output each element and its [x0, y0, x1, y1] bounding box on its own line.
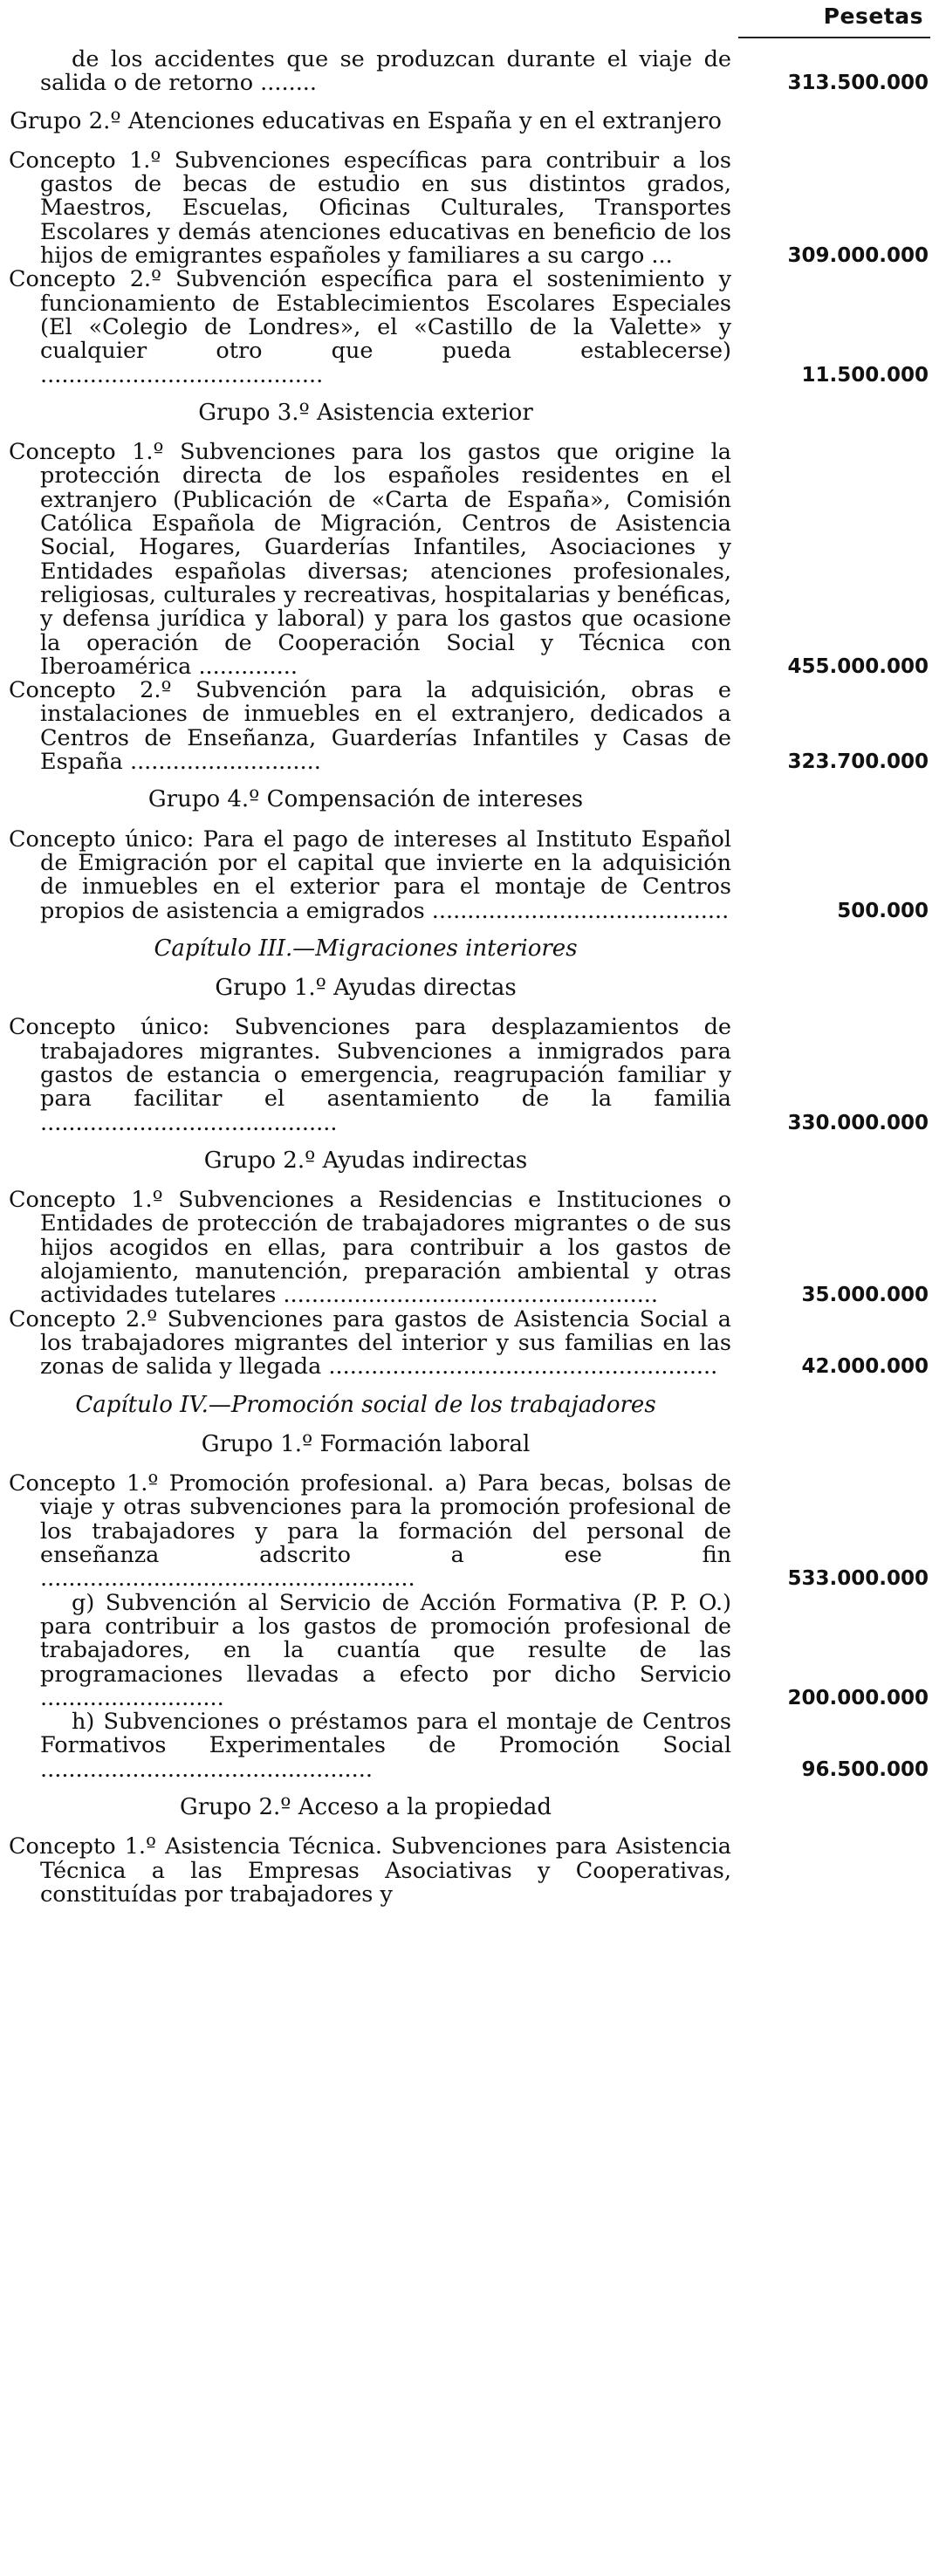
entry-text: Concepto 2.º Subvención para la adquisición, obras e instalaciones de inmuebles en el extranjero, dedicados a Centros de Enseñanza, Guarderías Infantiles y Casas de España ...........................: [9, 677, 731, 776]
budget-entry: [0, 1472, 946, 1591]
entry-amount: 455.000.000: [787, 654, 929, 678]
budget-entry: [0, 828, 946, 923]
budget-entry: [0, 679, 946, 774]
entry-amount: 533.000.000: [787, 1567, 929, 1591]
budget-entry: [0, 1189, 946, 1307]
entry-amount: 35.000.000: [801, 1284, 929, 1307]
entry-text: Concepto único: Subvenciones para desplazamientos de trabajadores migrantes. Subvenciones a inmigrados para gastos de estancia o emergencia, reagrupación familiar y para facilitar el asentamiento de la familia ..........................................: [9, 1014, 731, 1136]
entry-text: h) Subvenciones o préstamos para el montaje de Centros Formativos Experimentales de Promoción Social ...............................................: [40, 1709, 731, 1783]
budget-entry: [0, 1835, 946, 1907]
group-heading: Grupo 2.º Ayudas indirectas: [203, 1147, 528, 1174]
budget-entry: [0, 1589, 946, 1711]
entry-text: de los accidentes que se produzcan durante el viaje de salida o de retorno ........: [40, 46, 731, 97]
entry-text: Concepto 1.º Subvenciones a Residencias e Instituciones o Entidades de protección de trabajadores migrantes o de sus hijos acogidos en ellas, para contribuir a los gastos de alojamiento, manutención, preparación ambiental y otras actividades tutelares .....................................................: [9, 1187, 731, 1309]
group-heading: Grupo 4.º Compensación de intereses: [147, 786, 584, 813]
column-header-pesetas: Pesetas: [823, 3, 923, 29]
entry-text: g) Subvención al Servicio de Acción Formativa (P. P. O.) para contribuir a los gastos de promoción profesional de trabajadores, en la cuantía que resulte de las programaciones llevadas a efecto por dicho Servicio ..........................: [40, 1589, 731, 1711]
entry-text: Concepto 1.º Promoción profesional. a) Para becas, bolsas de viaje y otras subvenciones para la promoción profesional de los trabajadores y para la formación del personal de enseñanza adscrito a ese fin .....................................................: [9, 1470, 731, 1593]
budget-entry: [0, 268, 946, 387]
entry-amount: 313.500.000: [787, 72, 929, 95]
group-heading: Grupo 2.º Atenciones educativas en España y en el extranjero: [10, 107, 722, 134]
entry-text: Concepto 2.º Subvenciones para gastos de Asistencia Social a los trabajadores migrantes del interior y sus familias en las zonas de salida y llegada .......................................................: [9, 1305, 731, 1380]
chapter-heading: Capítulo III.—Migraciones interiores: [154, 935, 578, 962]
budget-entry: [0, 1710, 946, 1782]
chapter-heading: Capítulo IV.—Promoción social de los trabajadores: [75, 1391, 656, 1418]
entry-text: Concepto único: Para el pago de intereses al Instituto Español de Emigración por el capital que invierte en la adquisición de inmuebles en el exterior para el montaje de Centros propios de asistencia a emigrados ..........................................: [9, 826, 731, 924]
entry-amount: 11.500.000: [801, 363, 929, 387]
group-heading: Grupo 2.º Acceso a la propiedad: [179, 1794, 552, 1820]
entry-text: Concepto 1.º Subvenciones específicas para contribuir a los gastos de becas de estudio en sus distintos grados, Maestros, Escuelas, Oficinas Culturales, Transportes Escolares y demás atenciones educativas en beneficio de los hijos de emigrantes españoles y familiares a su cargo ...: [9, 147, 731, 270]
budget-entry: [0, 48, 946, 96]
entry-text: Concepto 1.º Asistencia Técnica. Subvenciones para Asistencia Técnica a las Empresas Asociativas y Cooperativas, constituídas por trabajadores y: [9, 1833, 731, 1908]
entry-amount: 200.000.000: [787, 1686, 929, 1709]
group-heading: Grupo 3.º Asistencia exterior: [198, 399, 533, 426]
entry-text: Concepto 1.º Subvenciones para los gastos que origine la protección directa de los españoles residentes en el extranjero (Publicación de «Carta de España», Comisión Católica Española de Migración, Centros de Asistencia Social, Hogares, Guarderías Infantiles, Asociaciones y Entidades españolas diversas; atenciones profesionales, religiosas, culturales y recreativas, hospitalarias y benéficas, y defensa jurídica y laboral) y para los gastos que ocasione la operación de Cooperación Social y Técnica con Iberoamérica ..............: [9, 439, 731, 680]
group-heading: Grupo 1.º Ayudas directas: [215, 975, 517, 1002]
entry-amount: 323.700.000: [787, 750, 929, 774]
budget-entry: [0, 1305, 946, 1380]
budget-entry: [0, 149, 946, 268]
entry-amount: 42.000.000: [801, 1355, 929, 1379]
budget-entry: [0, 1016, 946, 1134]
entry-amount: 330.000.000: [787, 1111, 929, 1134]
document-body: [0, 48, 946, 1907]
entry-amount: 309.000.000: [787, 244, 929, 268]
entry-amount: 96.500.000: [801, 1757, 929, 1781]
entry-text: Concepto 2.º Subvención específica para el sostenimiento y funcionamiento de Establecimientos Escolares Especiales (El «Colegio de Londres», el «Castillo de la Valette» y cualquier otro que pueda establecerse) ........................................: [9, 266, 731, 388]
entry-amount: 500.000: [837, 899, 929, 922]
budget-entry: [0, 441, 946, 679]
column-header-rule: [738, 37, 930, 38]
group-heading: Grupo 1.º Formación laboral: [201, 1430, 531, 1457]
